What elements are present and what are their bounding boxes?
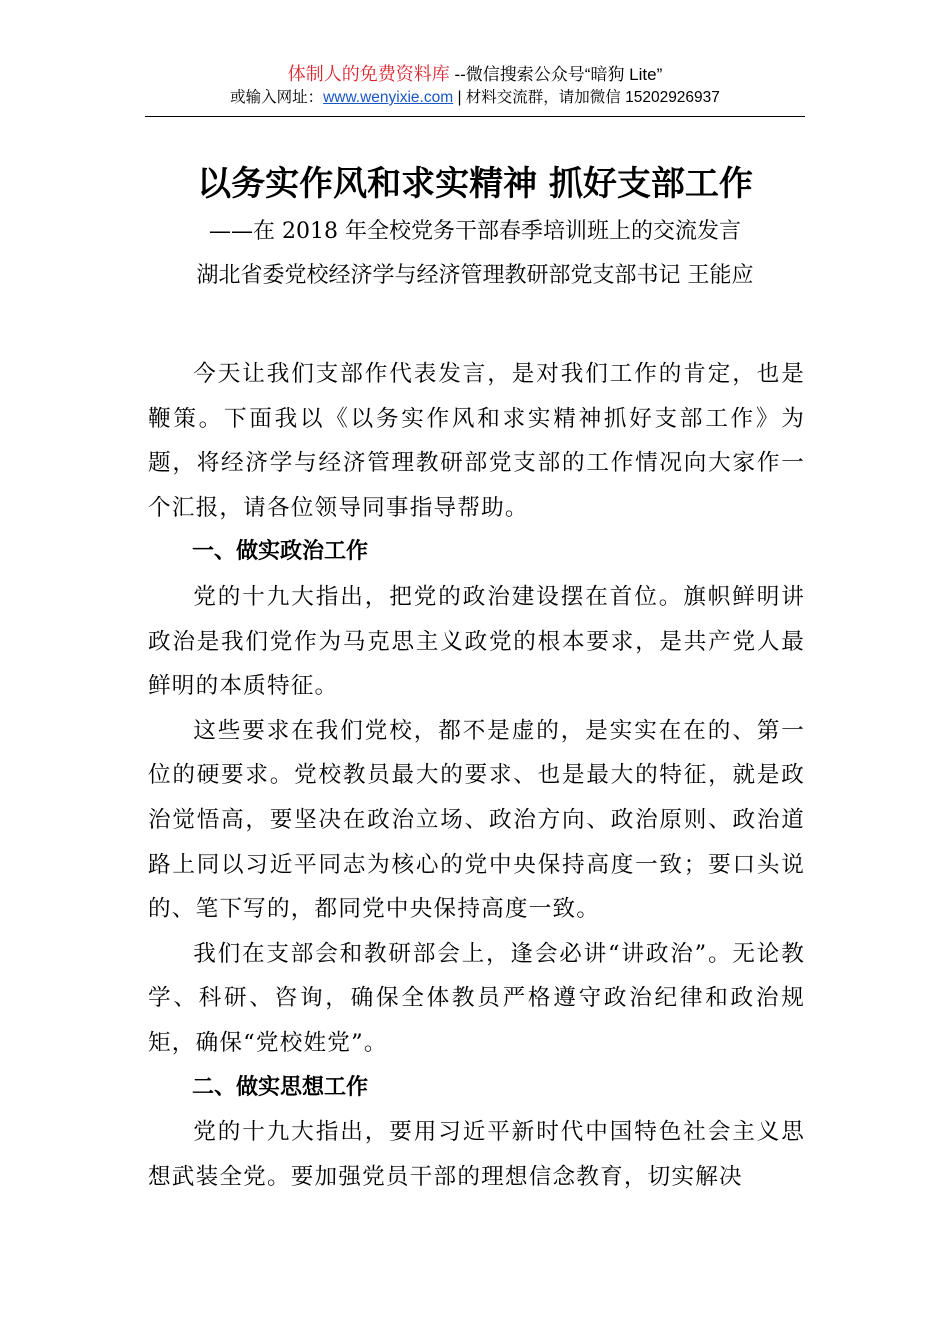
body-paragraph: 这些要求在我们党校，都不是虚的，是实实在在的、第一位的硬要求。党校教员最大的要求、也是最大的特征，就是政治觉悟高，要坚决在政治立场、政治方向、政治原则、政治道路上同以习近平同志为核心的党中央保持高度一致；要口头说的、笔下写的，都同党中央保持高度一致。 <box>148 717 805 923</box>
section-heading: 一、做实政治工作 <box>192 539 369 565</box>
header-divider <box>145 116 805 117</box>
body-paragraph: 党的十九大指出，要用习近平新时代中国特色社会主义思想武装全党。要加强党员干部的理想信念教育，切实解决 <box>148 1119 805 1190</box>
body-paragraph: 我们在支部会和教研部会上，逢会必讲“讲政治”。无论教学、科研、咨询，确保全体教员严格遵守政治纪律和政治规矩，确保“党校姓党”。 <box>148 940 805 1056</box>
document-body <box>148 352 805 1199</box>
header-site-prefix: 或输入网址： <box>230 89 324 106</box>
document-author: 湖北省委党校经济学与经济管理教研部党支部书记 王能应 <box>196 263 754 288</box>
page-header <box>145 62 805 109</box>
header-site-suffix: | 材料交流群，请加微信 15202926937 <box>453 89 720 106</box>
document-title: 以务实作风和求实精神 抓好支部工作 <box>197 164 753 204</box>
body-paragraph: 党的十九大指出，把党的政治建设摆在首位。旗帜鲜明讲政治是我们党作为马克思主义政党的根本要求，是共产党人最鲜明的本质特征。 <box>148 583 805 700</box>
header-brand: 体制人的免费资料库 <box>287 64 450 84</box>
header-brand-suffix: --微信搜索公众号“暗狗 Lite” <box>449 65 663 84</box>
body-paragraph: 今天让我们支部作代表发言，是对我们工作的肯定，也是鞭策。下面我以《以务实作风和求实精神抓好支部工作》为题，将经济学与经济管理教研部党支部的工作情况向大家作一个汇报，请各位领导同事指导帮助。 <box>148 361 805 521</box>
section-heading: 二、做实思想工作 <box>192 1074 369 1100</box>
header-line-promo <box>145 62 805 87</box>
header-site-link[interactable]: www.wenyixie.com <box>323 89 454 106</box>
header-line-site <box>145 87 805 109</box>
document-subtitle: ——在 2018 年全校党务干部春季培训班上的交流发言 <box>209 219 741 244</box>
